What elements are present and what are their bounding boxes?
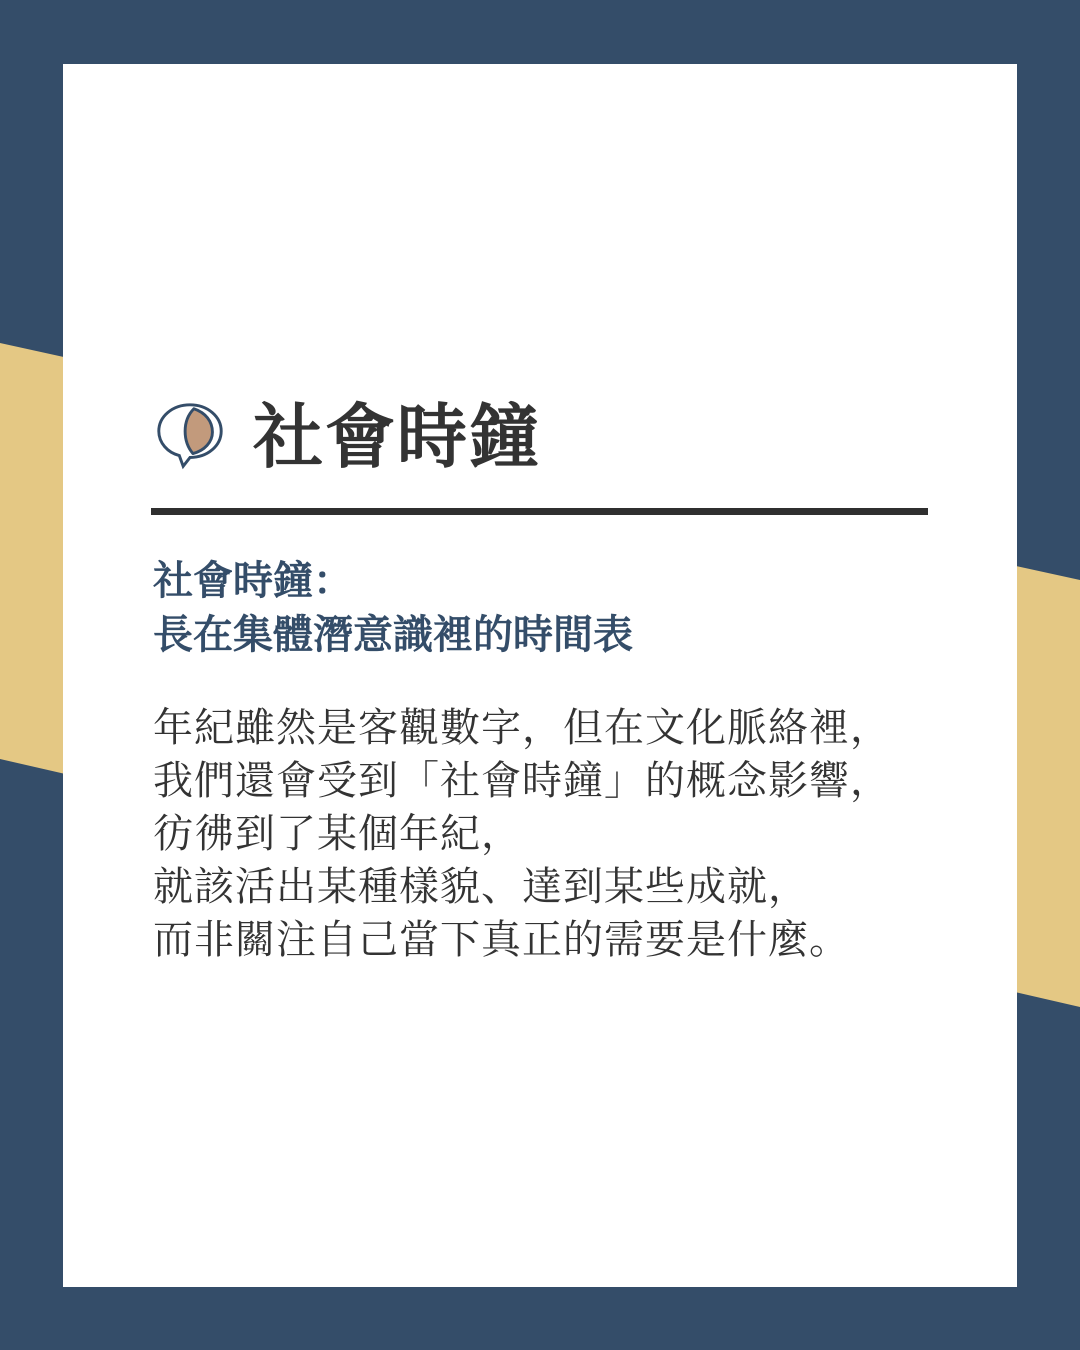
body-line: 就該活出某種樣貌、達到某些成就， bbox=[153, 864, 809, 910]
divider bbox=[151, 508, 928, 515]
header bbox=[151, 392, 541, 482]
body-line: 而非關注自己當下真正的需要是什麼。 bbox=[153, 917, 850, 963]
subtitle-line: 社會時鐘： bbox=[153, 558, 353, 604]
body-line: 我們還會受到「社會時鐘」的概念影響， bbox=[153, 758, 891, 804]
body-line: 彷彿到了某個年紀， bbox=[153, 811, 522, 857]
content-card bbox=[63, 64, 1017, 1287]
subtitle bbox=[153, 554, 913, 662]
body-paragraph bbox=[153, 702, 953, 967]
subtitle-line: 長在集體潛意識裡的時間表 bbox=[153, 612, 633, 658]
body-line: 年紀雖然是客觀數字，但在文化脈絡裡， bbox=[153, 705, 891, 751]
speech-bubble-icon bbox=[151, 398, 229, 476]
page-title: 社會時鐘 bbox=[253, 396, 541, 478]
